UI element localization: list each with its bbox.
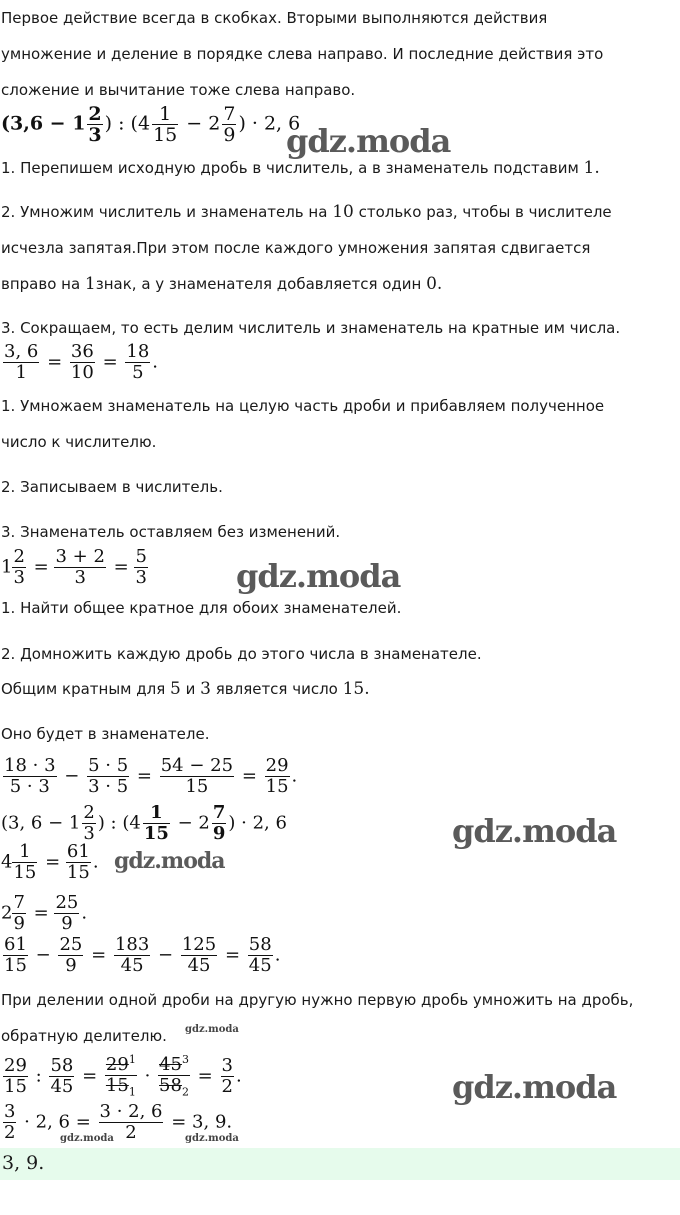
decimal-step-2-line-2: исчезла запятая.При этом после каждого умножения запятая сдвигается [1,239,591,257]
watermark-logo: gdz.moda [286,122,451,160]
decimal-step-2-line-3: вправо на 1знак, а у знаменателя добавляется один 0. [1,274,443,294]
decimal-step-3: 3. Сокращаем, то есть делим числитель и знаменатель на кратные им числа. [1,319,621,337]
answer-value: 3, 9. [2,1152,45,1174]
decimal-step-2: 2. Умножим числитель и знаменатель на 10 столько раз, чтобы в числителе [1,202,612,222]
mixed-step-1: 1. Умножаем знаменатель на целую часть дроби и прибавляем полученное [1,397,605,415]
expression-repeat: (3, 6 − 1 $\frac{2}{3}$ ) : (4 $\frac{1}{15}$ − 2 $\frac{7}{9}$ ) · 2, 6 [1,802,287,844]
common-step-2: 2. Домножить каждую дробь до этого числа в знаменателе. [1,645,482,663]
common-step-1: 1. Найти общее кратное для обоих знаменателей. [1,599,402,617]
common-equation: $\frac{18 \cdot 3}{5 \cdot 3}$ − $\frac{5 \cdot 5}{3 \cdot 5}$ = $\frac{54 - 25}{15}$ = $\frac{29}{15}$ . [4,755,298,797]
main-expression: (3,6 − 1 $\frac{2}{3}$ ) : (4 $\frac{1}{15}$ − 2 $\frac{7}{9}$ ) · 2, 6 [1,103,301,146]
mixed-step-2: 2. Записываем в числитель. [1,478,223,496]
division-equation: $\frac{29}{15}$ : $\frac{58}{45}$ = $\frac{29^1}{15_1}$ · $\frac{45^3}{58_2}$ = $\frac{3}{2}$ . [1,1050,242,1103]
mixed-step-1-line-2: число к числителю. [1,433,157,451]
common-step-4: Оно будет в знаменателе. [1,725,210,743]
common-step-3: Общим кратным для 5 и 3 является число 15. [1,679,370,699]
division-text-2: обратную делителю. [1,1027,167,1045]
division-text-1: При делении одной дроби на другую нужно первую дробь умножить на дробь, [1,991,634,1009]
watermark-logo: gdz.moda [60,1133,114,1144]
mixed-equation: 1 $\frac{2}{3}$ = $\frac{3 + 2}{3}$ = $\frac{5}{3}$ [1,546,147,588]
watermark-logo: gdz.moda [185,1133,239,1144]
watermark-logo: gdz.moda [114,848,225,874]
subtraction-equation: $\frac{61}{15}$ − $\frac{25}{9}$ = $\frac{183}{45}$ − $\frac{125}{45}$ = $\frac{58}{45}$ . [4,934,281,976]
convert-4-1-15: 4 $\frac{1}{15}$ = $\frac{61}{15}$ . [1,841,99,883]
decimal-step-1: 1. Перепишем исходную дробь в числитель, а в знаменатель подставим 1. [1,158,600,178]
watermark-logo: gdz.moda [185,1024,239,1035]
intro-line-1: Первое действие всегда в скобках. Вторыми выполняются действия [1,9,548,27]
answer-box [0,1148,680,1180]
watermark-logo: gdz.moda [452,812,617,850]
convert-2-7-9: 2 $\frac{7}{9}$ = $\frac{25}{9}$ . [1,892,88,934]
intro-line-2: умножение и деление в порядке слева направо. И последние действия это [1,45,604,63]
intro-line-3: сложение и вычитание тоже слева направо. [1,81,356,99]
mixed-step-3: 3. Знаменатель оставляем без изменений. [1,523,341,541]
watermark-logo: gdz.moda [236,557,401,595]
decimal-equation: $\frac{3, 6}{1}$ = $\frac{36}{10}$ = $\frac{18}{5}$ . [4,341,159,383]
watermark-logo: gdz.moda [452,1068,617,1106]
multiplication-equation: $\frac{3}{2}$ · 2, 6 = $\frac{3 \cdot 2, 6}{2}$ = 3, 9. [4,1101,233,1143]
